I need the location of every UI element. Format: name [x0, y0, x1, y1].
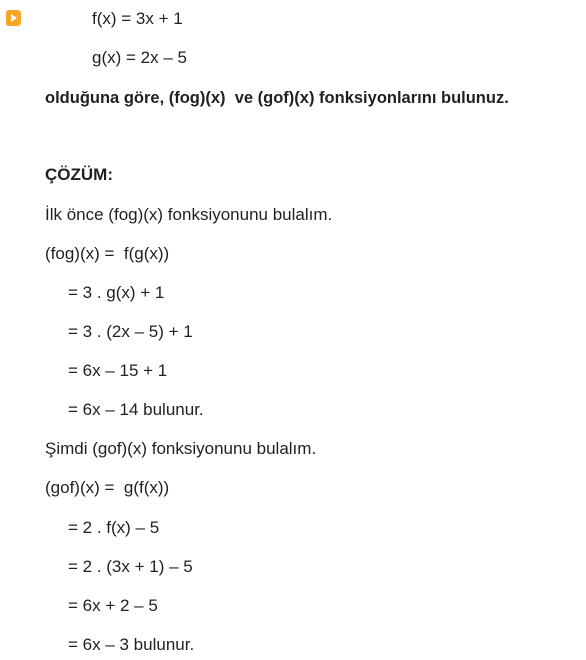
- gof-result-line: = 6x – 3 bulunur.: [68, 635, 195, 654]
- function-g-definition: g(x) = 2x – 5: [92, 48, 187, 67]
- solution-heading: ÇÖZÜM:: [45, 165, 113, 184]
- question-text: olduğuna göre, (fog)(x) ve (gof)(x) fonksiyonlarını bulunuz.: [45, 89, 509, 107]
- gof-step-line: = 6x + 2 – 5: [68, 596, 158, 615]
- function-f-definition: f(x) = 3x + 1: [92, 9, 183, 28]
- fog-step-line: (fog)(x) = f(g(x)): [45, 244, 170, 263]
- play-marker-icon: [6, 10, 21, 26]
- fog-step-line: = 6x – 15 + 1: [68, 361, 168, 380]
- fog-result-line: = 6x – 14 bulunur.: [68, 400, 204, 419]
- fog-intro-text: İlk önce (fog)(x) fonksiyonunu bulalım.: [45, 205, 333, 224]
- fog-step-line: = 3 . g(x) + 1: [68, 283, 165, 302]
- gof-step-line: = 2 . (3x + 1) – 5: [68, 557, 193, 576]
- fog-step-line: = 3 . (2x – 5) + 1: [68, 322, 193, 341]
- gof-intro-text: Şimdi (gof)(x) fonksiyonunu bulalım.: [45, 439, 317, 458]
- gof-step-line: (gof)(x) = g(f(x)): [45, 478, 170, 497]
- gof-step-line: = 2 . f(x) – 5: [68, 518, 160, 537]
